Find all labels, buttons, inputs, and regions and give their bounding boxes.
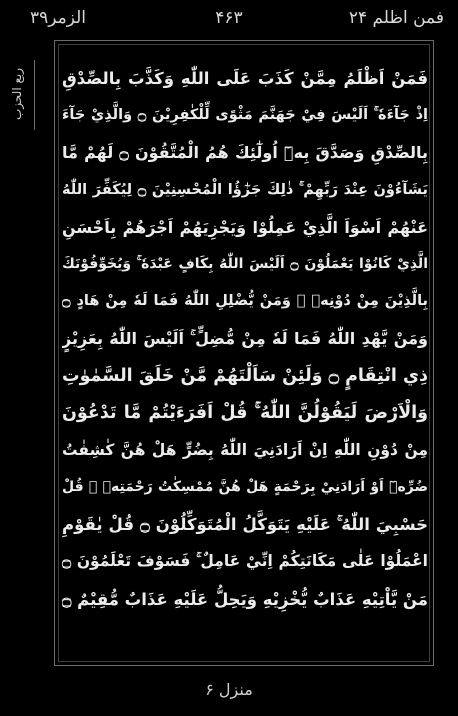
verse-line: بِالصِّدْقِ وَصَدَّقَ بِهٖٓ اُولٰٓئِكَ هُمُ الْمُتَّقُوْنَ ۝ لَهُمْ مَّا: [62, 143, 428, 163]
juz-title: فمن اظلم ۲۴: [348, 8, 444, 28]
page-footer: [0, 680, 458, 699]
verse-line: اعْمَلُوْا عَلٰى مَكَانَتِكُمْ اِنِّيْ عَامِلٌ ۚ فَسَوْفَ تَعْلَمُوْنَ ۝: [62, 552, 428, 571]
verse-line: ضُرِّهٖٓ اَوْ اَرَادَنِيْ بِرَحْمَةٍ هَلْ هُنَّ مُمْسِكٰتُ رَحْمَتِهٖ ۚ قُلْ: [62, 479, 428, 496]
page-header: [0, 6, 458, 34]
verse-line: اِذْ جَآءَهٗ ۚ اَلَيْسَ فِيْ جَهَنَّمَ مَثْوًى لِّلْكٰفِرِيْنَ ۝ وَالَّذِيْ جَآءَ: [62, 107, 428, 124]
verse-line: وَمَنْ يَّهْدِ اللّٰهُ فَمَا لَهٗ مِنْ مُّضِلٍّ ۚ اَلَيْسَ اللّٰهُ بِعَزِيْزٍ: [62, 329, 428, 349]
verse-line: وَالْاَرْضَ لَيَقُوْلُنَّ اللّٰهُ ۚ قُلْ اَفَرَءَيْتُمْ مَّا تَدْعُوْنَ: [62, 402, 428, 423]
verse-lines: [62, 60, 428, 618]
verse-line: حَسْبِيَ اللّٰهُ ۚ عَلَيْهِ يَتَوَكَّلُ الْمُتَوَكِّلُوْنَ ۝ قُلْ يٰقَوْمِ: [62, 515, 428, 535]
verse-line: مَنْ يَّاْتِيْهِ عَذَابٌ يُّخْزِيْهِ وَيَحِلُّ عَلَيْهِ عَذَابٌ مُّقِيْمٌ ۝: [62, 589, 428, 609]
verse-line: ذِي انْتِقَامٍ ۝ وَلَئِنْ سَاَلْتَهُمْ مَّنْ خَلَقَ السَّمٰوٰتِ: [62, 365, 428, 386]
verse-line: الَّذِيْ كَانُوْا يَعْمَلُوْنَ ۝ اَلَيْسَ اللّٰهُ بِكَافٍ عَبْدَهٗ ۚ وَيُخَوِّفُوْنَكَ: [62, 255, 428, 272]
verse-line: فَمَنْ اَظْلَمُ مِمَّنْ كَذَبَ عَلَى اللّٰهِ وَكَذَّبَ بِالصِّدْقِ: [62, 69, 428, 88]
margin-marker: [8, 60, 35, 130]
verse-line: بِالَّذِيْنَ مِنْ دُوْنِهٖ ۚ وَمَنْ يُّضْلِلِ اللّٰهُ فَمَا لَهٗ مِنْ هَادٍ ۝: [62, 293, 428, 310]
page-number: ۴۶۳: [215, 8, 243, 28]
verse-line: عَنْهُمْ اَسْوَاَ الَّذِيْ عَمِلُوْا وَيَجْزِيَهُمْ اَجْرَهُمْ بِاَحْسَنِ: [62, 217, 428, 237]
verse-line: مِنْ دُوْنِ اللّٰهِ اِنْ اَرَادَنِيَ اللّٰهُ بِضُرٍّ هَلْ هُنَّ كٰشِفٰتُ: [62, 440, 428, 459]
surah-title: الزمر۳۹: [30, 8, 87, 28]
verse-line: يَشَآءُوْنَ عِنْدَ رَبِّهِمْ ۚ ذٰلِكَ جَزٰٓؤُا الْمُحْسِنِيْنَ ۝ لِيُكَفِّرَ اللّٰهُ: [62, 181, 428, 198]
manzil-label: منزل ۶: [205, 680, 253, 699]
margin-marker-text: ربع الحزب: [10, 68, 24, 120]
